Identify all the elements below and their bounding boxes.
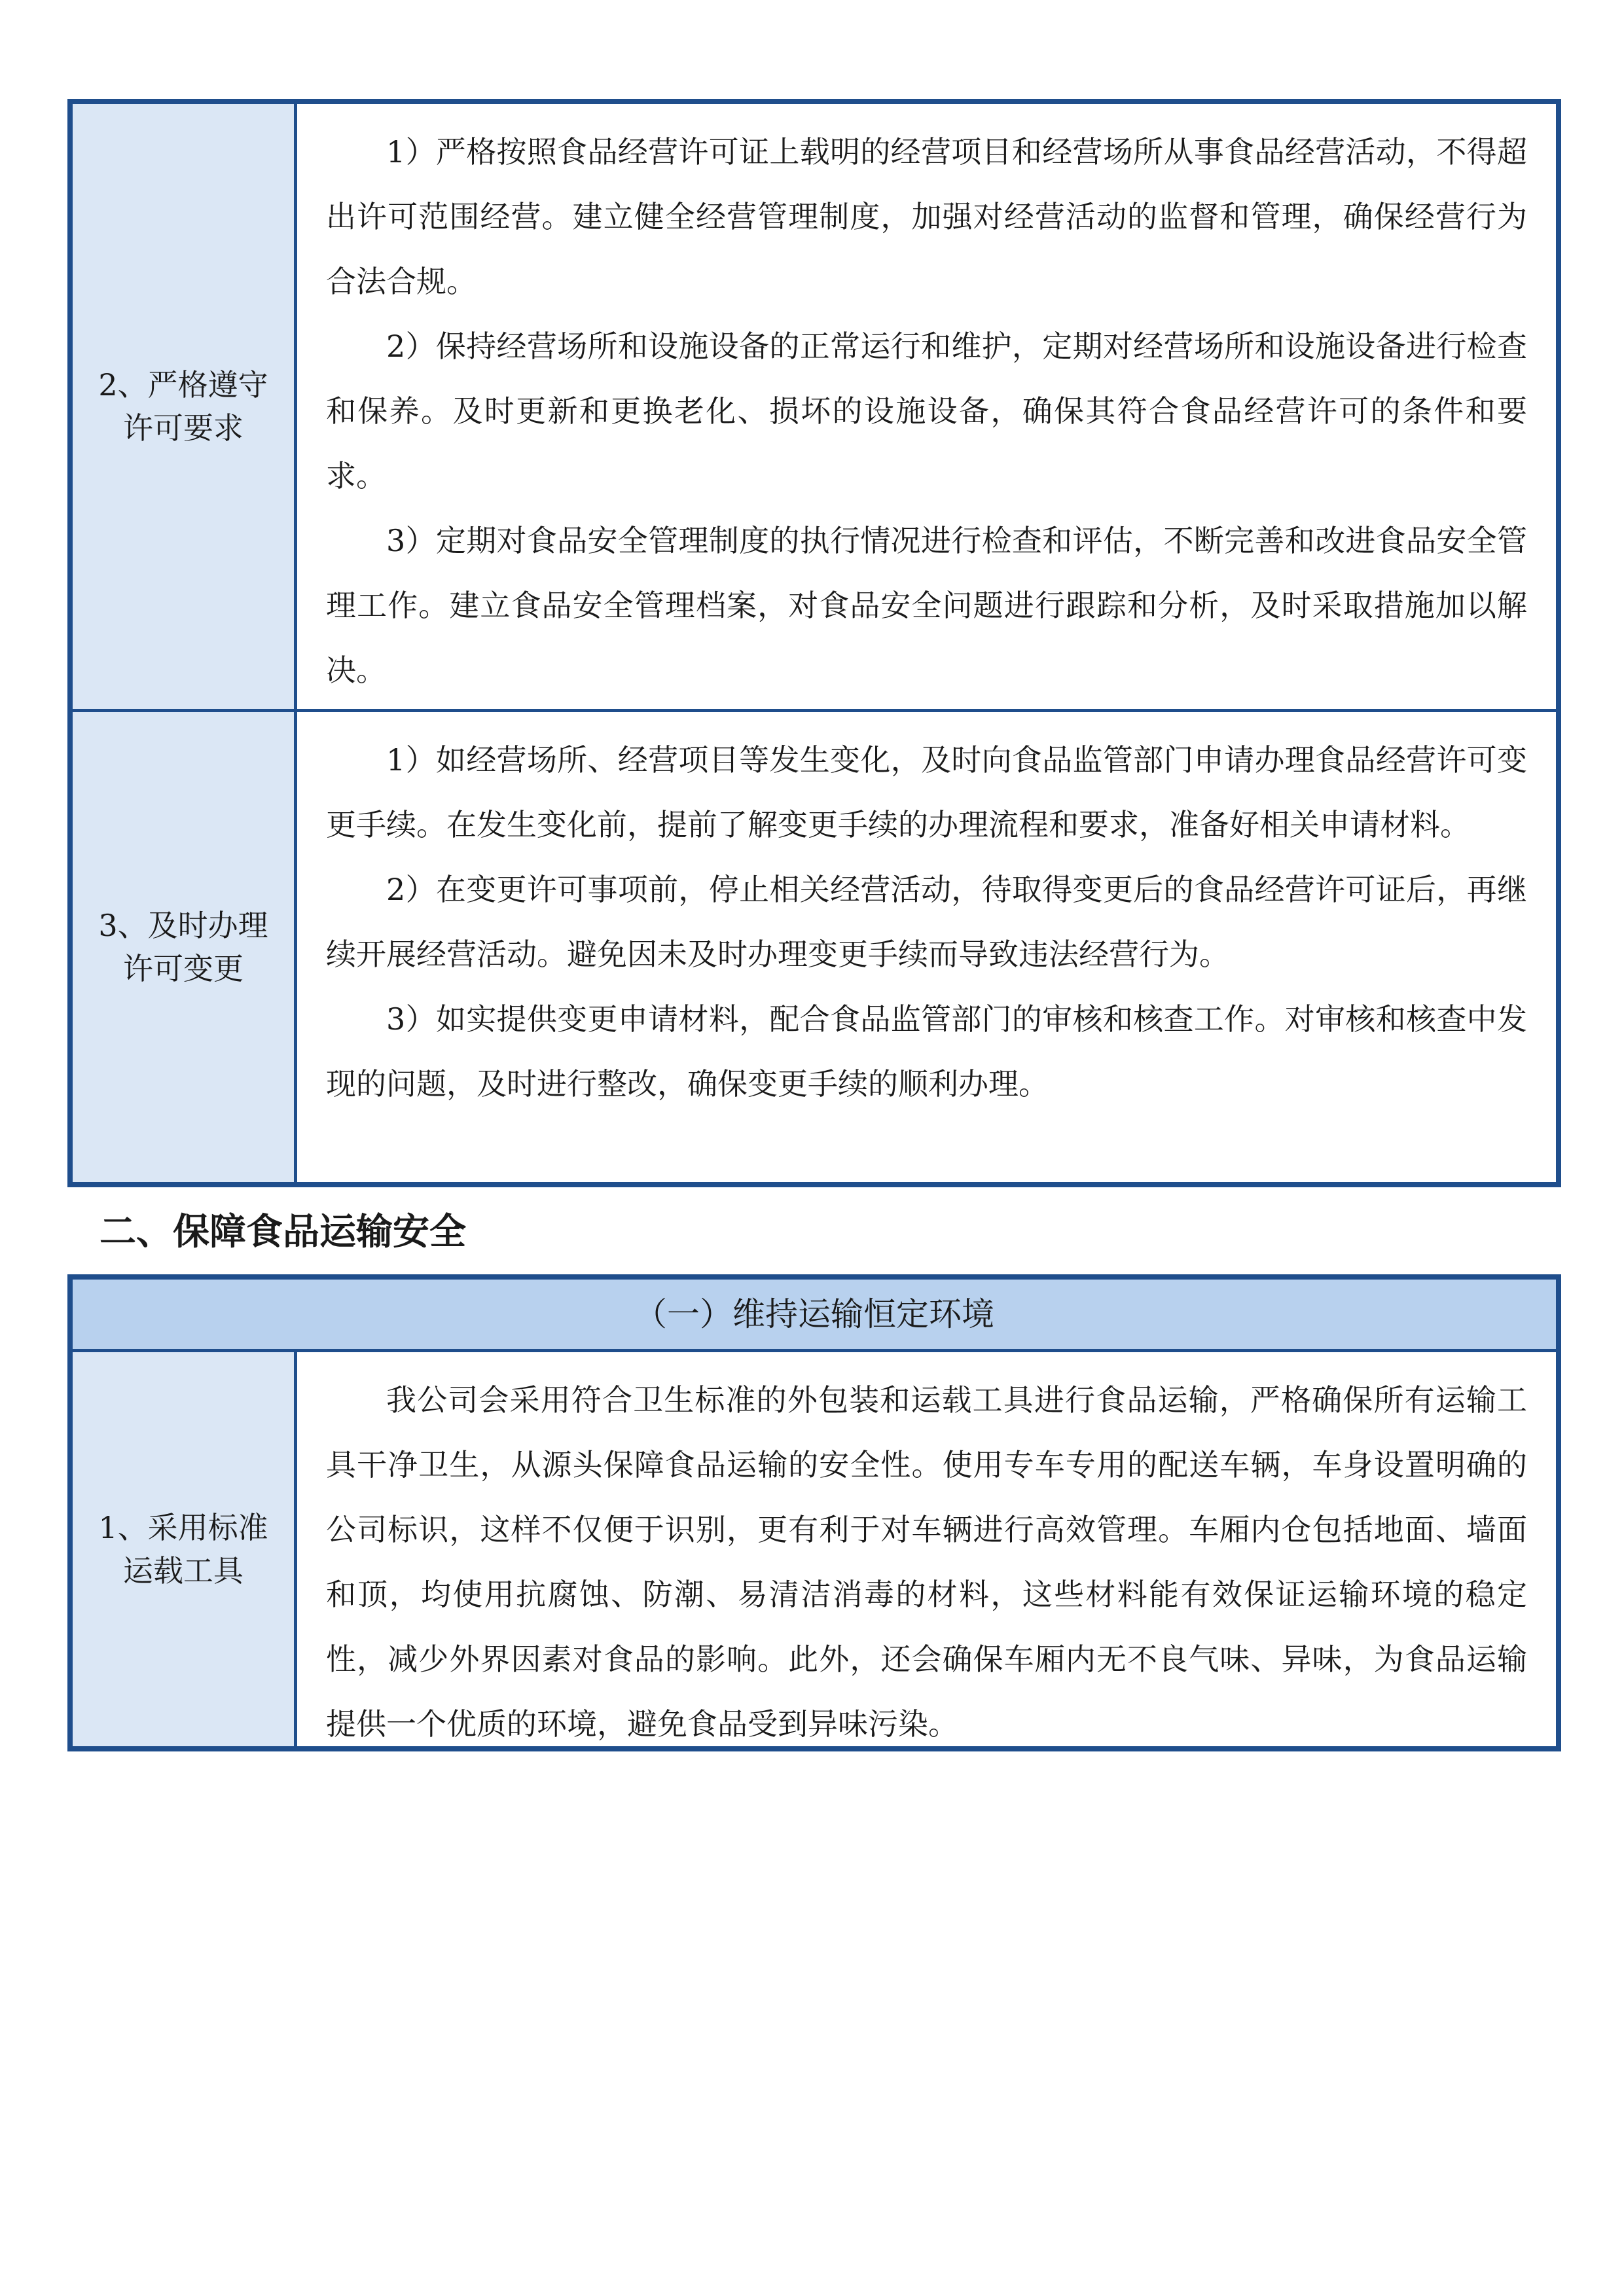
paragraph: 1）如经营场所、经营项目等发生变化，及时向食品监管部门申请办理食品经营许可变更手续。在发生变化前，提前了解变更手续的办理流程和要求，准备好相关申请材料。 xyxy=(326,742,1527,842)
paragraph: 1）严格按照食品经营许可证上载明的经营项目和经营场所从事食品经营活动，不得超出许可范围经营。建立健全经营管理制度，加强对经营活动的监督和管理，确保经营行为合法合规。 xyxy=(326,134,1527,299)
row-label: 3、及时办理许可变更 xyxy=(73,712,297,1182)
table-row xyxy=(73,709,1556,1182)
paragraph: 我公司会采用符合卫生标准的外包装和运载工具进行食品运输，严格确保所有运输工具干净卫生，从源头保障食品运输的安全性。使用专车专用的配送车辆，车身设置明确的公司标识，这样不仅便于识别，更有利于对车辆进行高效管理。车厢内仓包括地面、墙面和顶，均使用抗腐蚀、防潮、易清洁消毒的材料，这些材料能有效保证运输环境的稳定性，减少外界因素对食品的影响。此外，还会确保车厢内无不良气味、异味，为食品运输提供一个优质的环境，避免食品受到异味污染。 xyxy=(326,1382,1527,1742)
row-content xyxy=(297,104,1556,709)
table-header xyxy=(73,1280,1556,1349)
table-row xyxy=(73,1349,1556,1746)
row-label: 2、严格遵守许可要求 xyxy=(73,104,297,709)
paragraph: 2）在变更许可事项前，停止相关经营活动，待取得变更后的食品经营许可证后，再继续开展经营活动。避免因未及时办理变更手续而导致违法经营行为。 xyxy=(326,872,1527,972)
table-row xyxy=(73,104,1556,709)
section-heading: 二、保障食品运输安全 xyxy=(99,1211,466,1253)
row-content xyxy=(297,1352,1556,1746)
paragraph: 3）如实提供变更申请材料，配合食品监管部门的审核和核查工作。对审核和核查中发现的问题，及时进行整改，确保变更手续的顺利办理。 xyxy=(326,1001,1527,1102)
transport-safety-table xyxy=(67,1274,1561,1751)
row-label: 1、采用标准运载工具 xyxy=(73,1352,297,1746)
row-content xyxy=(297,712,1556,1182)
table-header-text: （一）维持运输恒定环境 xyxy=(634,1295,994,1333)
paragraph: 2）保持经营场所和设施设备的正常运行和维护，定期对经营场所和设施设备进行检查和保养。及时更新和更换老化、损坏的设施设备，确保其符合食品经营许可的条件和要求。 xyxy=(326,329,1527,493)
paragraph: 3）定期对食品安全管理制度的执行情况进行检查和评估，不断完善和改进食品安全管理工作。建立食品安全管理档案，对食品安全问题进行跟踪和分析，及时采取措施加以解决。 xyxy=(326,523,1527,688)
license-requirements-table xyxy=(67,99,1561,1187)
